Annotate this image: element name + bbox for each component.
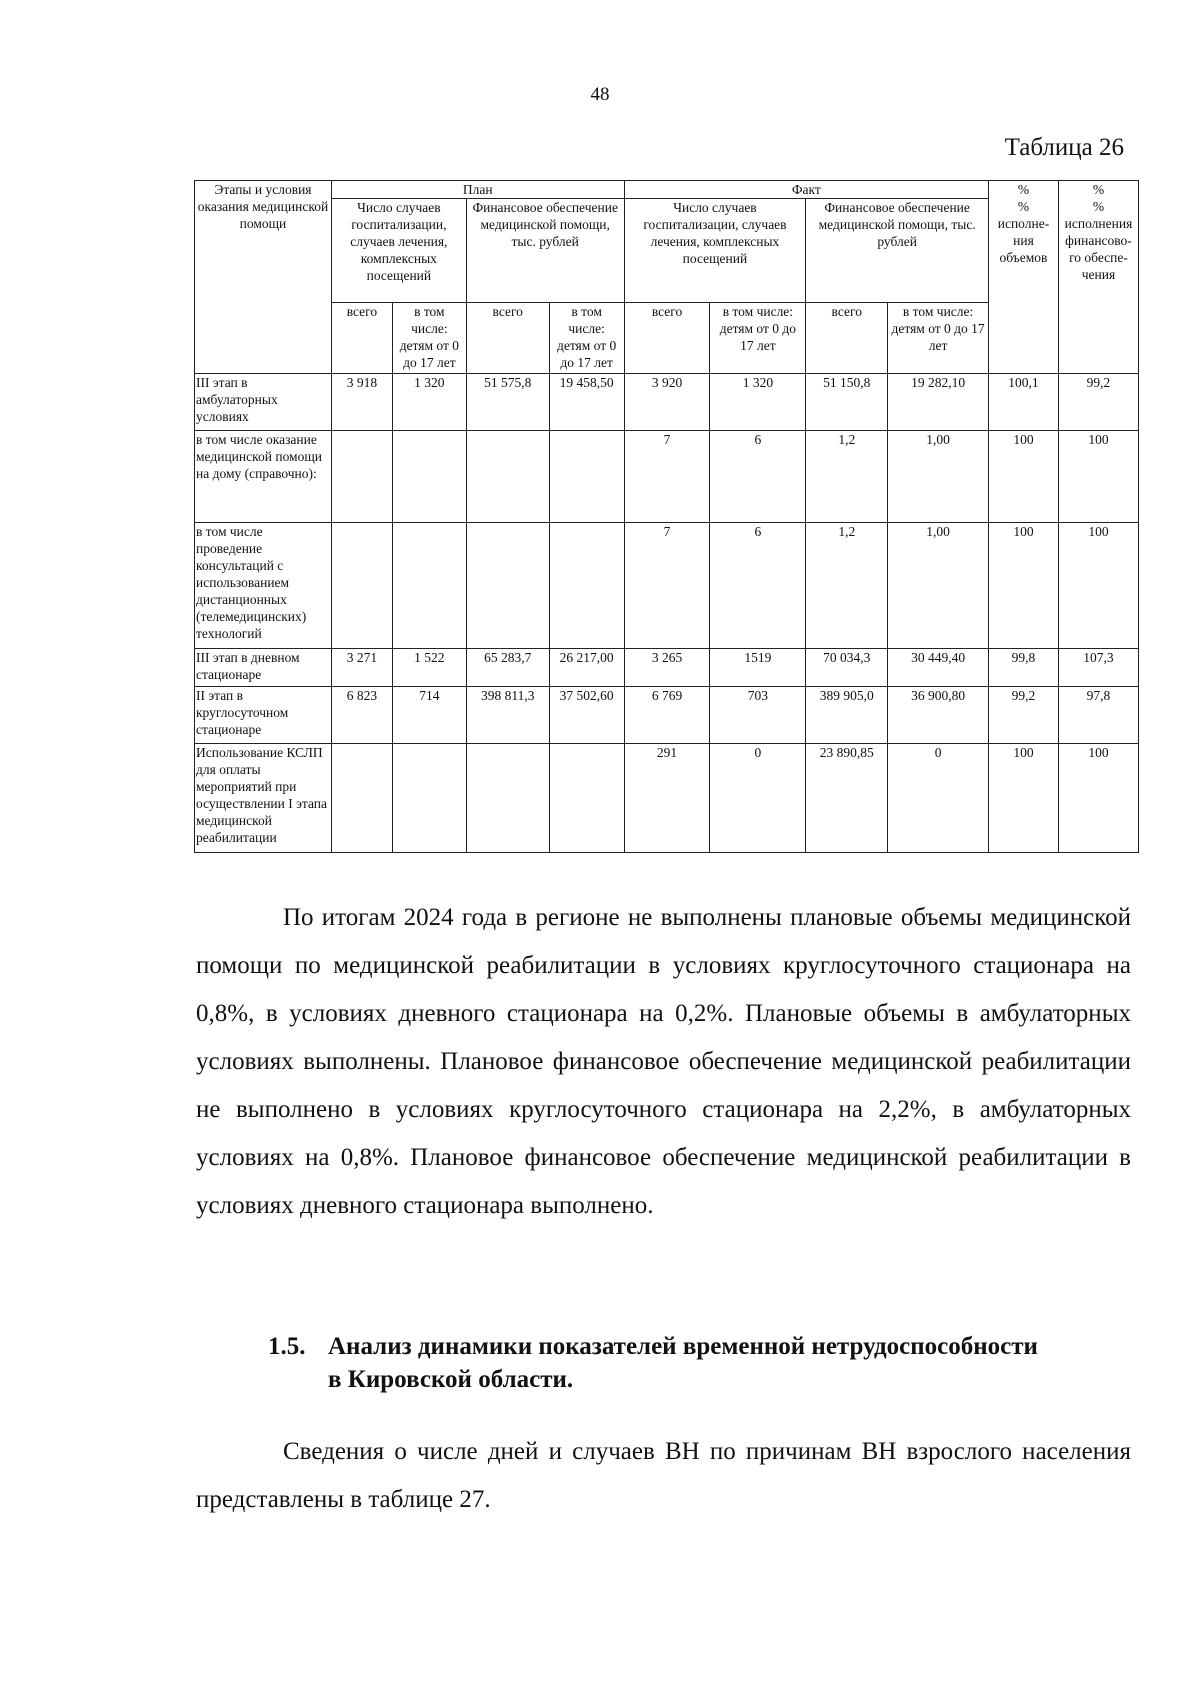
table-cell: 99,2 — [989, 687, 1059, 744]
header-fact-finance: Финансовое обеспечение медицинской помощи, тыс. рублей — [806, 199, 989, 303]
table-cell: 70 034,3 — [806, 649, 888, 687]
section-heading — [268, 1330, 1138, 1396]
section-title-line2: в Кировской области. — [328, 1366, 574, 1393]
table-cell: 6 — [710, 523, 806, 649]
table-cell: 30 449,40 — [888, 649, 989, 687]
table-cell: 6 — [710, 431, 806, 523]
table-cell — [392, 744, 466, 853]
header-plan: План — [331, 181, 624, 199]
table-cell: 100 — [1058, 744, 1138, 853]
table-cell: 3 271 — [331, 649, 392, 687]
table-cell — [549, 523, 624, 649]
header-plan-cases-children: в том числе: детям от 0 до 17 лет — [392, 303, 466, 374]
table-cell: 291 — [624, 744, 710, 853]
table-cell: 1 522 — [392, 649, 466, 687]
header-fact-cases-total: всего — [624, 303, 710, 374]
table-cell: 100 — [989, 744, 1059, 853]
table-cell — [466, 431, 549, 523]
table-cell — [331, 523, 392, 649]
table-cell: 99,2 — [1058, 374, 1138, 431]
table-cell: 3 920 — [624, 374, 710, 431]
header-plan-finance: Финансовое обеспечение медицинской помощи, тыс. рублей — [466, 199, 624, 303]
table-cell: 3 265 — [624, 649, 710, 687]
header-stage: Этапы и условия оказания медицинской помощи — [195, 181, 332, 374]
table-cell: 1,00 — [888, 523, 989, 649]
table-cell: 7 — [624, 431, 710, 523]
header-plan-cases: Число случаев госпитализации, случаев лечения, комплексных посещений — [331, 199, 466, 303]
table-row — [195, 431, 1139, 523]
table-cell: 7 — [624, 523, 710, 649]
header-pct-volume: % % исполне-ния объемов — [989, 181, 1059, 374]
header-fact-fin-children: в том числе: детям от 0 до 17 лет — [888, 303, 989, 374]
row-label: в том числе оказание медицинской помощи на дому (справочно): — [195, 431, 332, 523]
row-label: Использование КСЛП для оплаты мероприятий при осуществлении I этапа медицинской реабилитации — [195, 744, 332, 853]
table-cell — [549, 431, 624, 523]
table-row — [195, 374, 1139, 431]
table-cell — [331, 744, 392, 853]
header-pct-finance: % % исполнения финансово-го обеспе-чения — [1058, 181, 1138, 374]
table-cell — [392, 523, 466, 649]
table-cell: 100 — [1058, 523, 1138, 649]
table-cell: 6 769 — [624, 687, 710, 744]
table-cell: 1519 — [710, 649, 806, 687]
table-cell: 0 — [710, 744, 806, 853]
header-plan-fin-children: в том числе: детям от 0 до 17 лет — [549, 303, 624, 374]
table-row — [195, 649, 1139, 687]
table-cell: 100 — [989, 523, 1059, 649]
paragraph-reference: Сведения о числе дней и случаев ВН по причинам ВН взрослого населения представлены в таблице 27. — [196, 1438, 1131, 1513]
table-cell: 26 217,00 — [549, 649, 624, 687]
table-cell — [549, 744, 624, 853]
table-cell: 1,2 — [806, 523, 888, 649]
table-cell: 36 900,80 — [888, 687, 989, 744]
table-cell: 19 282,10 — [888, 374, 989, 431]
table-row — [195, 523, 1139, 649]
table-cell: 6 823 — [331, 687, 392, 744]
table-cell: 389 905,0 — [806, 687, 888, 744]
table-cell: 1 320 — [392, 374, 466, 431]
header-fact-fin-total: всего — [806, 303, 888, 374]
header-plan-cases-total: всего — [331, 303, 392, 374]
table-cell: 714 — [392, 687, 466, 744]
table-cell: 100 — [989, 431, 1059, 523]
table-cell: 1,2 — [806, 431, 888, 523]
table-cell: 99,8 — [989, 649, 1059, 687]
row-label: III этап в амбулаторных условиях — [195, 374, 332, 431]
row-label: III этап в дневном стационаре — [195, 649, 332, 687]
table-cell: 51 575,8 — [466, 374, 549, 431]
table-caption: Таблица 26 — [1004, 134, 1124, 161]
section-title-line1: Анализ динамики показателей временной нетрудоспособности — [328, 1333, 1038, 1360]
table-cell: 100,1 — [989, 374, 1059, 431]
table-row — [195, 687, 1139, 744]
row-label: II этап в круглосуточном стационаре — [195, 687, 332, 744]
page-number: 48 — [590, 84, 610, 105]
rehabilitation-table — [194, 180, 1139, 853]
header-fact: Факт — [624, 181, 988, 199]
row-label: в том числе проведение консультаций с использованием дистанционных (телемедицинских) технологий — [195, 523, 332, 649]
table-cell: 3 918 — [331, 374, 392, 431]
table-cell: 97,8 — [1058, 687, 1138, 744]
table-cell: 1 320 — [710, 374, 806, 431]
paragraph-results: По итогам 2024 года в регионе не выполнены плановые объемы медицинской помощи по медицинской реабилитации в условиях круглосуточного стационара на 0,8%, в условиях дневного стационара на 0,2%. Плановые объемы в амбулаторных условиях выполнены. Плановое финансовое обеспечение медицинской реабилитации не выполнено в условиях круглосуточного стационара на 2,2%, в амбулаторных условиях на 0,8%. Плановое финансовое обеспечение медицинской реабилитации в условиях дневного стационара выполнено. — [196, 904, 1131, 1219]
table-cell — [331, 431, 392, 523]
table-cell: 0 — [888, 744, 989, 853]
table-cell: 65 283,7 — [466, 649, 549, 687]
table-row — [195, 744, 1139, 853]
header-fact-cases-children: в том числе: детям от 0 до 17 лет — [710, 303, 806, 374]
table-cell: 51 150,8 — [806, 374, 888, 431]
header-fact-cases: Число случаев госпитализации, случаев лечения, комплексных посещений — [624, 199, 806, 303]
header-plan-fin-total: всего — [466, 303, 549, 374]
table-cell: 703 — [710, 687, 806, 744]
table-cell: 23 890,85 — [806, 744, 888, 853]
table-cell: 107,3 — [1058, 649, 1138, 687]
table-cell: 398 811,3 — [466, 687, 549, 744]
table-body — [195, 374, 1139, 853]
table-cell — [466, 523, 549, 649]
table-cell — [466, 744, 549, 853]
table-cell: 100 — [1058, 431, 1138, 523]
table-cell — [392, 431, 466, 523]
table-cell: 1,00 — [888, 431, 989, 523]
table-cell: 19 458,50 — [549, 374, 624, 431]
table-cell: 37 502,60 — [549, 687, 624, 744]
section-number: 1.5. — [268, 1333, 306, 1360]
